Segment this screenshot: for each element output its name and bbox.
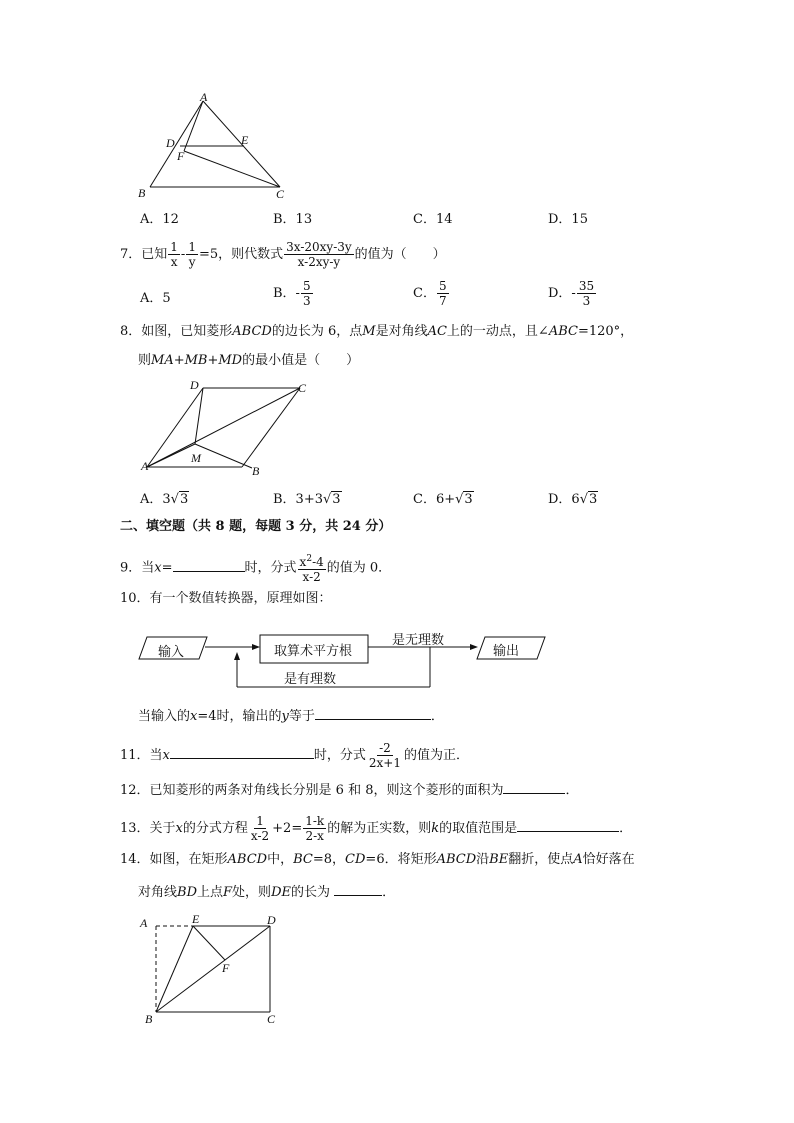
q12-answer-blank[interactable] [503,779,565,794]
q14-label-d: D [267,913,276,927]
q6-label-c: C [276,187,285,201]
q8-option-a: A．3√3 [140,492,189,507]
q8-question-line2: 则MA+MB+MD的最小值是（ ） [138,353,360,368]
q8-option-c: C．6+√3 [413,492,473,507]
q8-option-d: D．6√3 [548,492,598,507]
q13-fraction-1: $\frac{1}{x-2}$ [250,814,270,843]
q8-label-d: D [190,378,199,392]
q9-question: 9．当x= 时，分式 $\frac{x^2-4}{x-2}$ 的值为 0． [120,554,392,584]
q11-question: 11．当x 时，分式 $\frac{-2}{2x+1}$ 的值为正． [120,741,470,770]
q14-question-line2: 对角线BD上点F处，则DE的长为 ． [138,881,395,903]
q9-answer-blank[interactable] [173,557,245,572]
q6-triangle-figure [130,90,300,205]
q6-label-e: E [241,133,249,147]
q11-answer-blank[interactable] [170,744,314,759]
q10-input-label: 输入 [158,645,185,660]
q10-question: 10．有一个数值转换器，原理如图： [120,591,332,606]
q6-option-a: A．12 [140,212,179,227]
q14-label-b: B [145,1012,153,1026]
q8-label-b: B [252,464,260,478]
q7-question: 7．已知 $\frac{1}{x}$ - $\frac{1}{y}$ =5，则代数式 $\frac{3x-20xy-3y}{x-2xy-y}$ 的值为（ ） [120,240,446,269]
q7-option-c: C． $\frac{5}{7}$ [413,279,447,308]
q10-box-label: 取算术平方根 [274,644,353,659]
q7-option-b: B．- $\frac{5}{3}$ [273,279,311,308]
q8-label-c: C [298,381,307,395]
q7-option-d: D．- $\frac{35}{3}$ [548,279,595,308]
q13-question: 13．关于x的分式方程 $\frac{1}{x-2}$ +2= $\frac{1-k}{2-x}$ 的解为正实数，则k的取值范围是 ． [120,814,633,843]
q8-option-b: B．3+3√3 [273,492,341,507]
q14-rectangle-figure [130,908,290,1033]
q10-answer-line: 当输入的x=4时，输出的y等于 ． [138,705,444,727]
q14-question-line1: 14．如图，在矩形ABCD中，BC=8，CD=6．将矩形ABCD沿BE翻折，使点A恰好落在 [120,852,635,867]
q10-output-label: 输出 [493,644,520,659]
q13-fraction-2: $\frac{1-k}{2-x}$ [305,814,325,843]
q10-irrational-label: 是无理数 [392,633,445,648]
q8-label-a: A [141,459,149,473]
q11-fraction: $\frac{-2}{2x+1}$ [368,741,401,770]
q6-label-a: A [200,90,208,104]
q14-label-e: E [192,912,200,926]
q7-fraction-1: $\frac{1}{x}$ [170,240,178,269]
q8-rhombus-figure [135,375,315,480]
q6-option-d: D．15 [548,212,588,227]
q6-label-f: F [177,149,185,163]
q14-label-f: F [222,961,230,975]
q8-label-m: M [191,451,201,465]
section-fill-in-title: 二、填空题（共 8 题，每题 3 分，共 24 分） [120,519,392,534]
q7-fraction-2: $\frac{1}{y}$ [188,240,196,269]
q6-label-b: B [138,186,146,200]
q6-option-b: B．13 [273,212,313,227]
q9-fraction: $\frac{x^2-4}{x-2}$ [299,554,324,584]
q14-label-c: C [267,1012,276,1026]
q14-answer-blank[interactable] [334,881,382,896]
q8-question-line1: 8．如图，已知菱形ABCD的边长为 6，点M是对角线AC上的一动点，且∠ABC=120°， [120,324,634,339]
q6-option-c: C．14 [413,212,453,227]
q14-label-a: A [140,916,148,930]
q7-option-a: A．5 [140,291,171,306]
q12-question: 12．已知菱形的两条对角线长分别是 6 和 8，则这个菱形的面积为 ． [120,779,579,801]
q6-label-d: D [166,136,175,150]
q10-answer-blank[interactable] [315,705,431,720]
q7-fraction-3: $\frac{3x-20xy-3y}{x-2xy-y}$ [286,240,352,269]
q13-answer-blank[interactable] [517,817,619,832]
q10-rational-label: 是有理数 [284,672,337,687]
